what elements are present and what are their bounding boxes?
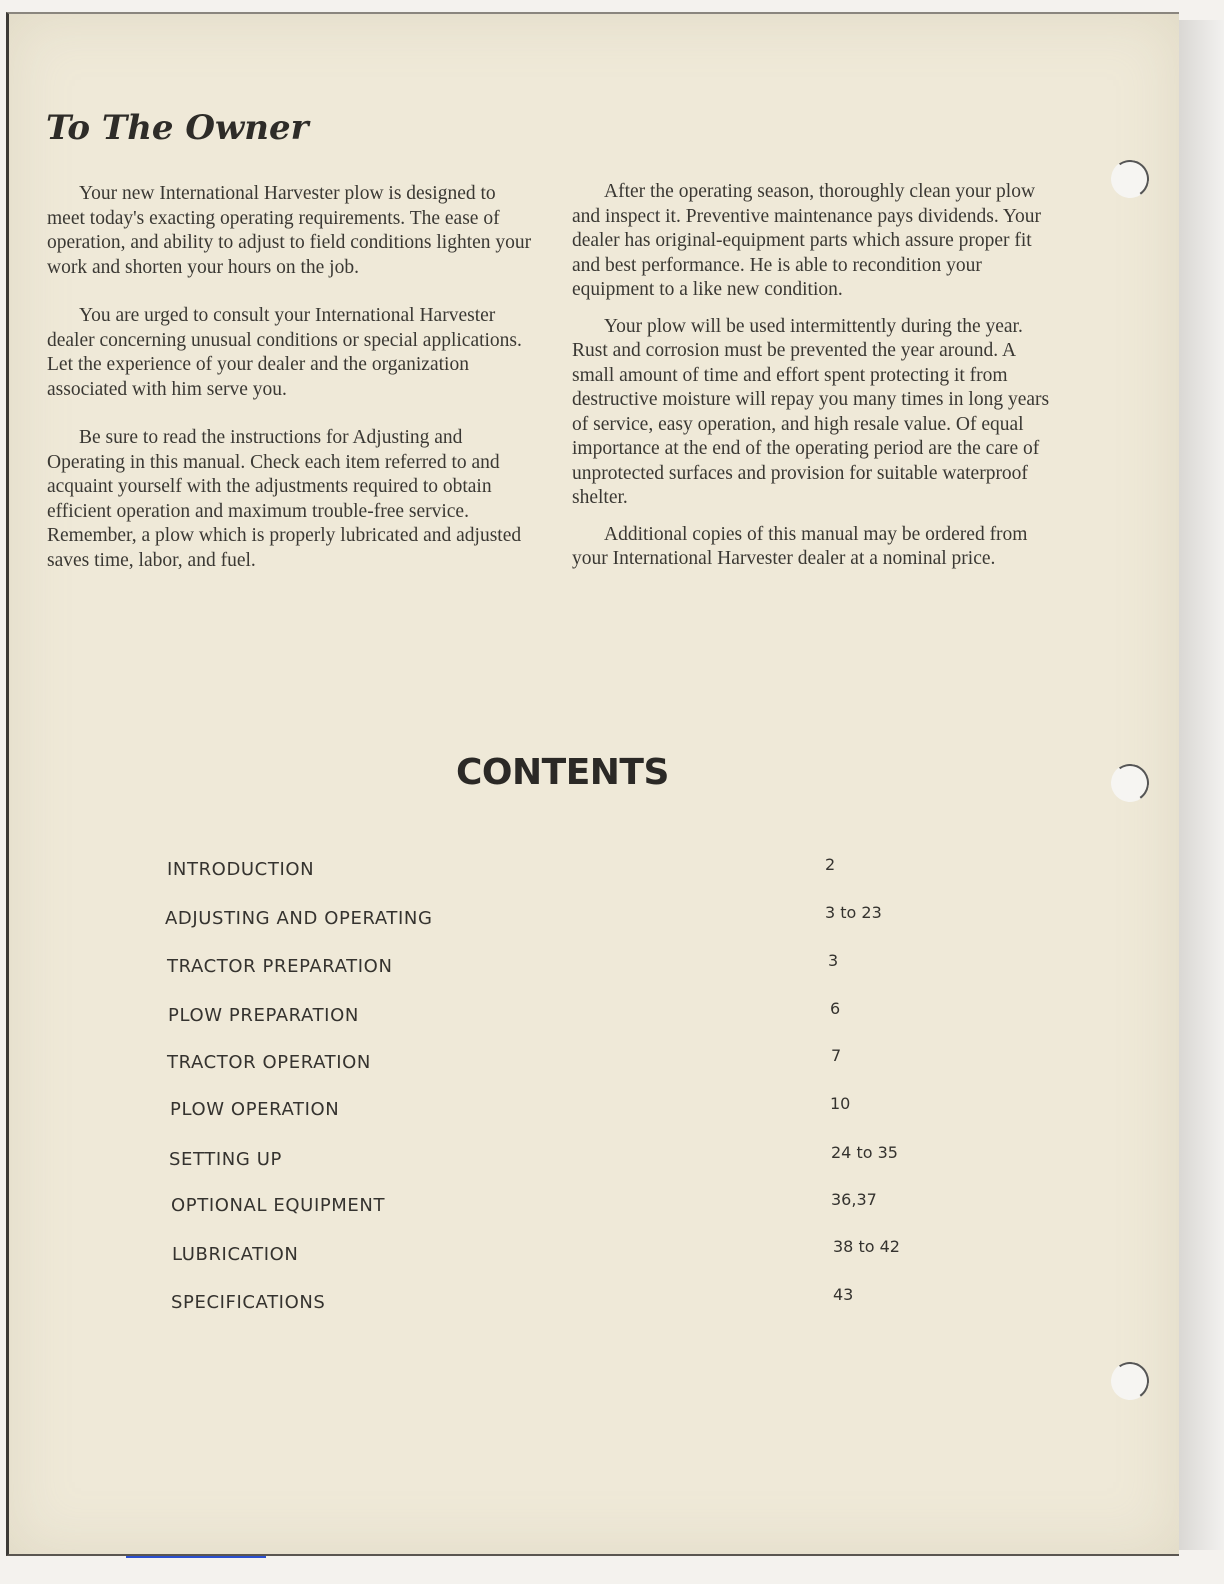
toc-entry-page: 10: [830, 1094, 851, 1113]
toc-entry-label: PLOW PREPARATION: [168, 1005, 359, 1026]
toc-entry-label: LUBRICATION: [172, 1244, 299, 1265]
toc-entry-label: PLOW OPERATION: [170, 1099, 340, 1120]
left-column: [47, 182, 532, 573]
contents-heading: CONTENTS: [456, 752, 669, 793]
toc-entry-page: 6: [830, 999, 841, 1018]
paragraph-intro: Your new International Harvester plow is designed to meet today's exacting operating requirements. The ease of operation, and ability to adjust to field conditions lighten your work and shorten your hours on the job.: [47, 183, 532, 278]
toc-entry-label: TRACTOR OPERATION: [167, 1052, 371, 1073]
binder-hole-bottom: [1108, 1359, 1152, 1403]
toc-entry-label: INTRODUCTION: [167, 859, 315, 880]
toc-entry-page: 3 to 23: [825, 903, 882, 922]
binder-hole-middle: [1108, 761, 1152, 805]
toc-entry-page: 24 to 35: [831, 1143, 898, 1162]
toc-entry-page: 36,37: [831, 1190, 877, 1209]
right-column: [572, 180, 1062, 572]
toc-entry-label: ADJUSTING AND OPERATING: [165, 908, 433, 929]
page-title: To The Owner: [46, 108, 309, 148]
toc-entry-page: 2: [825, 855, 836, 874]
toc-entry-page: 3: [828, 951, 839, 970]
paragraph-dealer: You are urged to consult your International Harvester dealer concerning unusual conditions or special applications. Let the experience of your dealer and the organization associated with him serve you.: [47, 305, 522, 400]
paragraph-maintenance: After the operating season, thoroughly clean your plow and inspect it. Preventive maintenance pays dividends. Your dealer has original-equipment parts which assure proper fit and best performance. He is able to recondition your equipment to a like new condition.: [572, 181, 1041, 300]
paragraph-instructions: Be sure to read the instructions for Adjusting and Operating in this manual. Check each item referred to and acquaint yourself with the adjustments required to obtain efficient operation and maximum trouble-free service. Remember, a plow which is properly lubricated and adjusted saves time, labor, and fuel.: [47, 427, 522, 571]
binder-hole-top: [1108, 157, 1152, 201]
paragraph-storage: Your plow will be used intermittently during the year. Rust and corrosion must be prevented the year around. A small amount of time and effort spent protecting it from destructive moisture will repay you many times in long years of service, easy operation, and high resale value. Of equal importance at the end of the operating period are the care of unprotected surfaces and provision for suitable waterproof shelter.: [572, 315, 1050, 508]
toc-entry-page: 7: [831, 1046, 842, 1065]
toc-entry-page: 38 to 42: [833, 1237, 900, 1256]
page-edge-shadow: [1176, 20, 1224, 1550]
paragraph-copies: Additional copies of this manual may be ordered from your International Harvester dealer at a nominal price.: [572, 523, 1028, 569]
toc-entry-label: SPECIFICATIONS: [171, 1292, 326, 1313]
toc-entry-label: SETTING UP: [169, 1149, 282, 1170]
toc-entry-label: OPTIONAL EQUIPMENT: [171, 1195, 386, 1216]
toc-entry-page: 43: [833, 1285, 854, 1304]
blue-rule-line: [126, 1556, 266, 1558]
toc-entry-label: TRACTOR PREPARATION: [167, 956, 393, 977]
